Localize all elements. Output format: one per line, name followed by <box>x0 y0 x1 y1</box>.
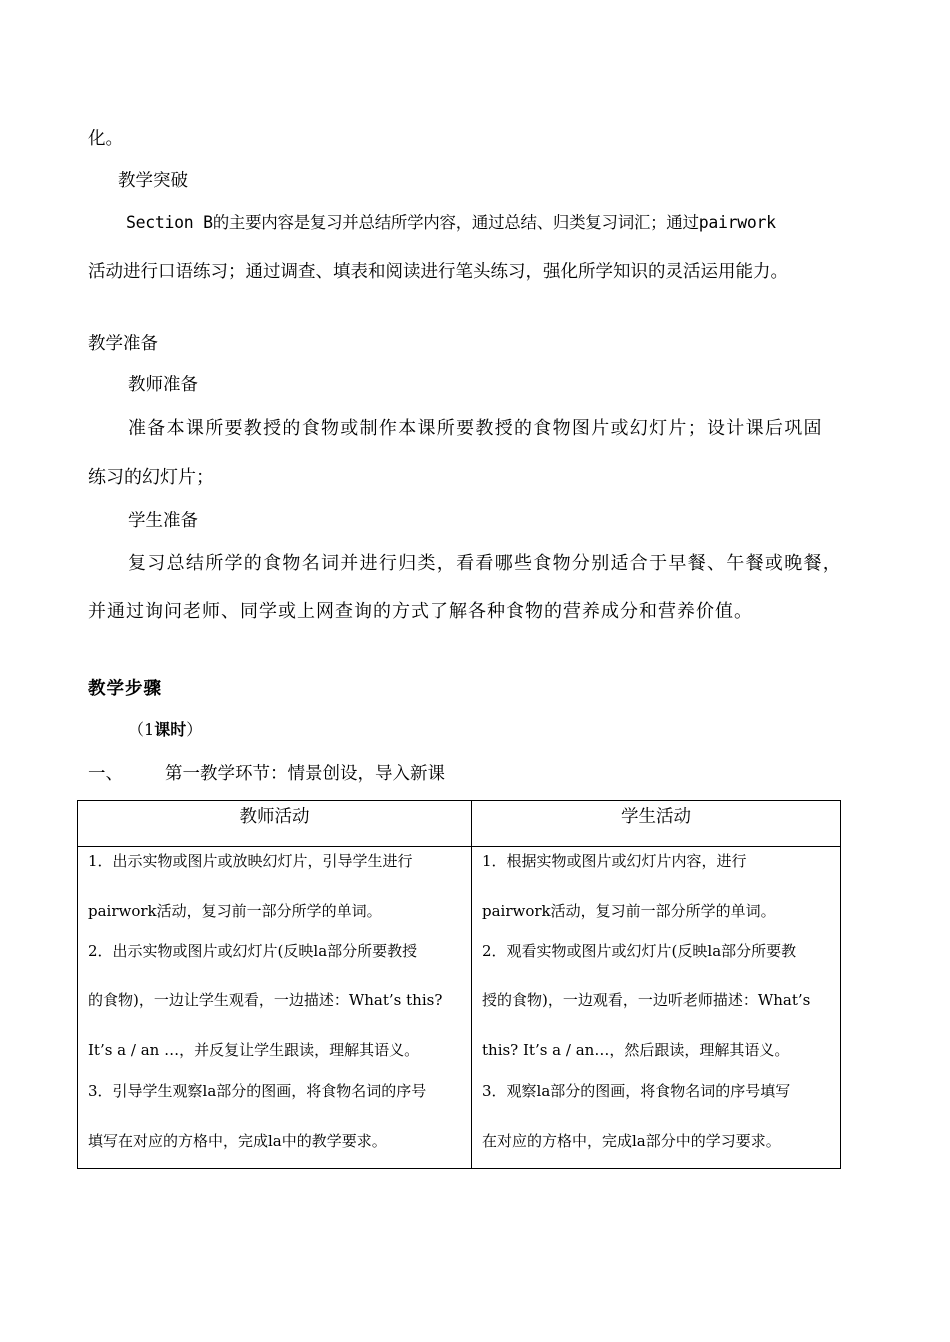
breakthrough-line-1: Section B的主要内容是复习并总结所学内容，通过总结、归类复习词汇；通过pairwork <box>126 213 776 232</box>
lesson-time-open: （1 <box>128 720 155 739</box>
prep-heading: 教学准备 <box>88 334 158 354</box>
teacher-prep-heading: 教师准备 <box>128 375 198 395</box>
table-header-divider <box>78 846 840 847</box>
table-column-divider <box>471 801 472 1168</box>
step1-title: 第一教学环节：情景创设，导入新课 <box>165 764 445 784</box>
teacher-activity-header: 教师活动 <box>239 807 310 827</box>
lesson-time-close: ） <box>186 720 203 739</box>
student-activity-line: this? It’s a / an…，然后跟读，理解其语义。 <box>482 1041 790 1059</box>
paragraph-end: 化。 <box>88 129 123 149</box>
teacher-activity-line: 3．引导学生观察la部分的图画，将食物名词的序号 <box>88 1082 427 1100</box>
student-activity-line: 授的食物)，一边观看，一边听老师描述：What’s <box>482 991 811 1009</box>
teacher-activity-line: 填写在对应的方格中，完成la中的教学要求。 <box>88 1132 387 1150</box>
student-activity-line: 2．观看实物或图片或幻灯片(反映la部分所要教 <box>482 942 797 960</box>
lesson-time-unit: 课时 <box>154 720 187 739</box>
teacher-prep-line-1: 准备本课所要教授的食物或制作本课所要教授的食物图片或幻灯片；设计课后巩固 <box>128 418 823 439</box>
teacher-activity-line: pairwork活动，复习前一部分所学的单词。 <box>88 902 382 920</box>
student-activity-header: 学生活动 <box>621 807 691 827</box>
teacher-prep-line-2: 练习的幻灯片； <box>88 467 214 488</box>
student-activity-line: 1．根据实物或图片或幻灯片内容，进行 <box>482 852 747 870</box>
student-prep-line-1: 复习总结所学的食物名词并进行归类，看看哪些食物分别适合于早餐、午餐或晚餐， <box>128 553 843 574</box>
teacher-activity-line: 的食物)，一边让学生观看，一边描述：What’s this? <box>88 991 443 1009</box>
step1-number: 一、 <box>88 764 123 784</box>
breakthrough-line-2: 活动进行口语练习；通过调查、填表和阅读进行笔头练习，强化所学知识的灵活运用能力。 <box>88 262 788 282</box>
student-activity-line: 3．观察la部分的图画，将食物名词的序号填写 <box>482 1082 791 1100</box>
steps-heading: 教学步骤 <box>88 679 162 699</box>
student-activity-line: pairwork活动，复习前一部分所学的单词。 <box>482 902 776 920</box>
lesson-time <box>128 719 202 741</box>
teacher-activity-line: It’s a / an …，并反复让学生跟读，理解其语义。 <box>88 1041 420 1059</box>
teacher-activity-line: 1．出示实物或图片或放映幻灯片，引导学生进行 <box>88 852 413 870</box>
student-prep-heading: 学生准备 <box>128 511 198 531</box>
student-prep-line-2: 并通过询问老师、同学或上网查询的方式了解各种食物的营养成分和营养价值。 <box>88 601 753 622</box>
breakthrough-heading: 教学突破 <box>118 171 188 191</box>
student-activity-line: 在对应的方格中，完成la部分中的学习要求。 <box>482 1132 781 1150</box>
teacher-activity-line: 2．出示实物或图片或幻灯片(反映la部分所要教授 <box>88 942 418 960</box>
activity-table <box>77 800 841 1169</box>
